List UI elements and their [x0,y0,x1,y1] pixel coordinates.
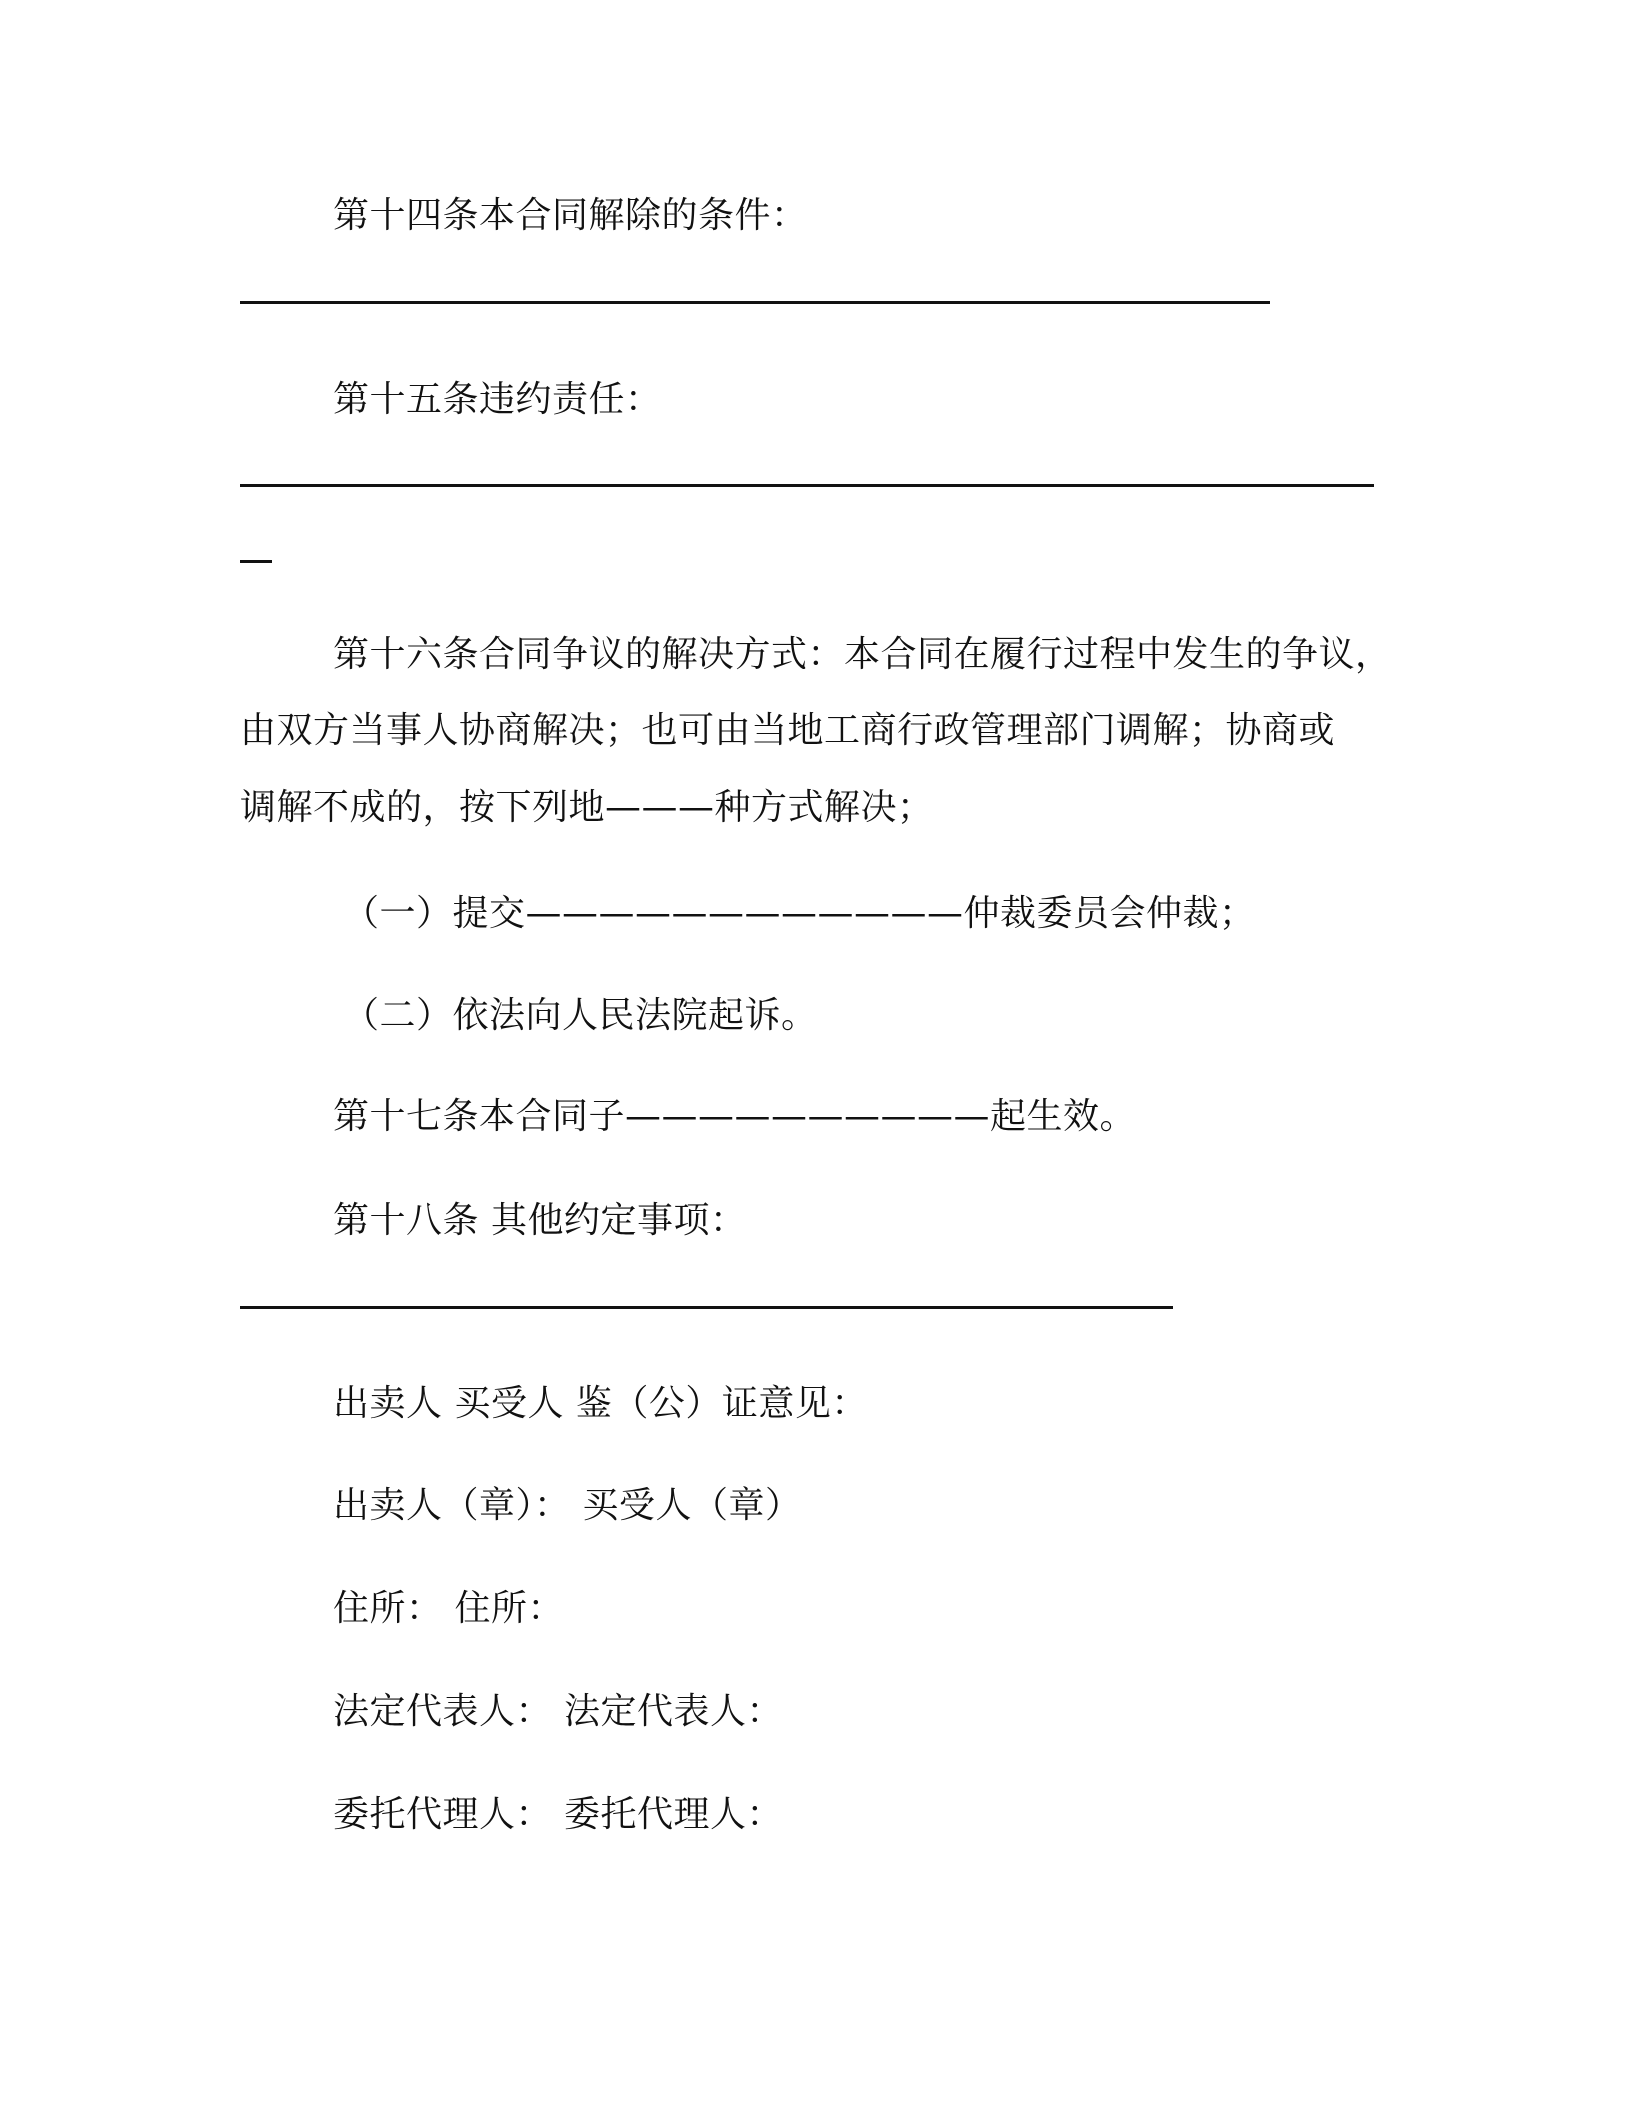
signature-agent-line: 委托代理人： 委托代理人： [333,1794,783,1835]
article-14-title: 第十四条本合同解除的条件： [333,195,808,236]
article-15-blank-line [240,484,1374,487]
article-16-line-2: 由双方当事人协商解决；也可由当地工商行政管理部门调解；协商或 [240,710,1336,751]
article-16-option-2: （二）依法向人民法院起诉。 [343,995,818,1036]
article-16-option-1: （一）提交————————————仲裁委员会仲裁； [343,893,1256,934]
article-15-title: 第十五条违约责任： [333,379,662,420]
article-18-title: 第十八条 其他约定事项： [333,1200,747,1241]
signature-legal-rep-line: 法定代表人： 法定代表人： [333,1691,783,1732]
article-15-blank-line-continued [240,560,272,563]
signature-address-line: 住所： 住所： [333,1588,564,1629]
signature-seal-line: 出卖人（章）： 买受人（章） [333,1485,802,1526]
article-14-blank-line [240,301,1270,304]
article-18-blank-line [240,1306,1173,1309]
signature-header: 出卖人 买受人 鉴（公）证意见： [333,1383,868,1424]
article-16-line-1: 第十六条合同争议的解决方式：本合同在履行过程中发生的争议， [333,634,1392,675]
article-17: 第十七条本合同子——————————起生效。 [333,1096,1137,1137]
article-16-line-3: 调解不成的，按下列地———种方式解决； [240,787,934,828]
